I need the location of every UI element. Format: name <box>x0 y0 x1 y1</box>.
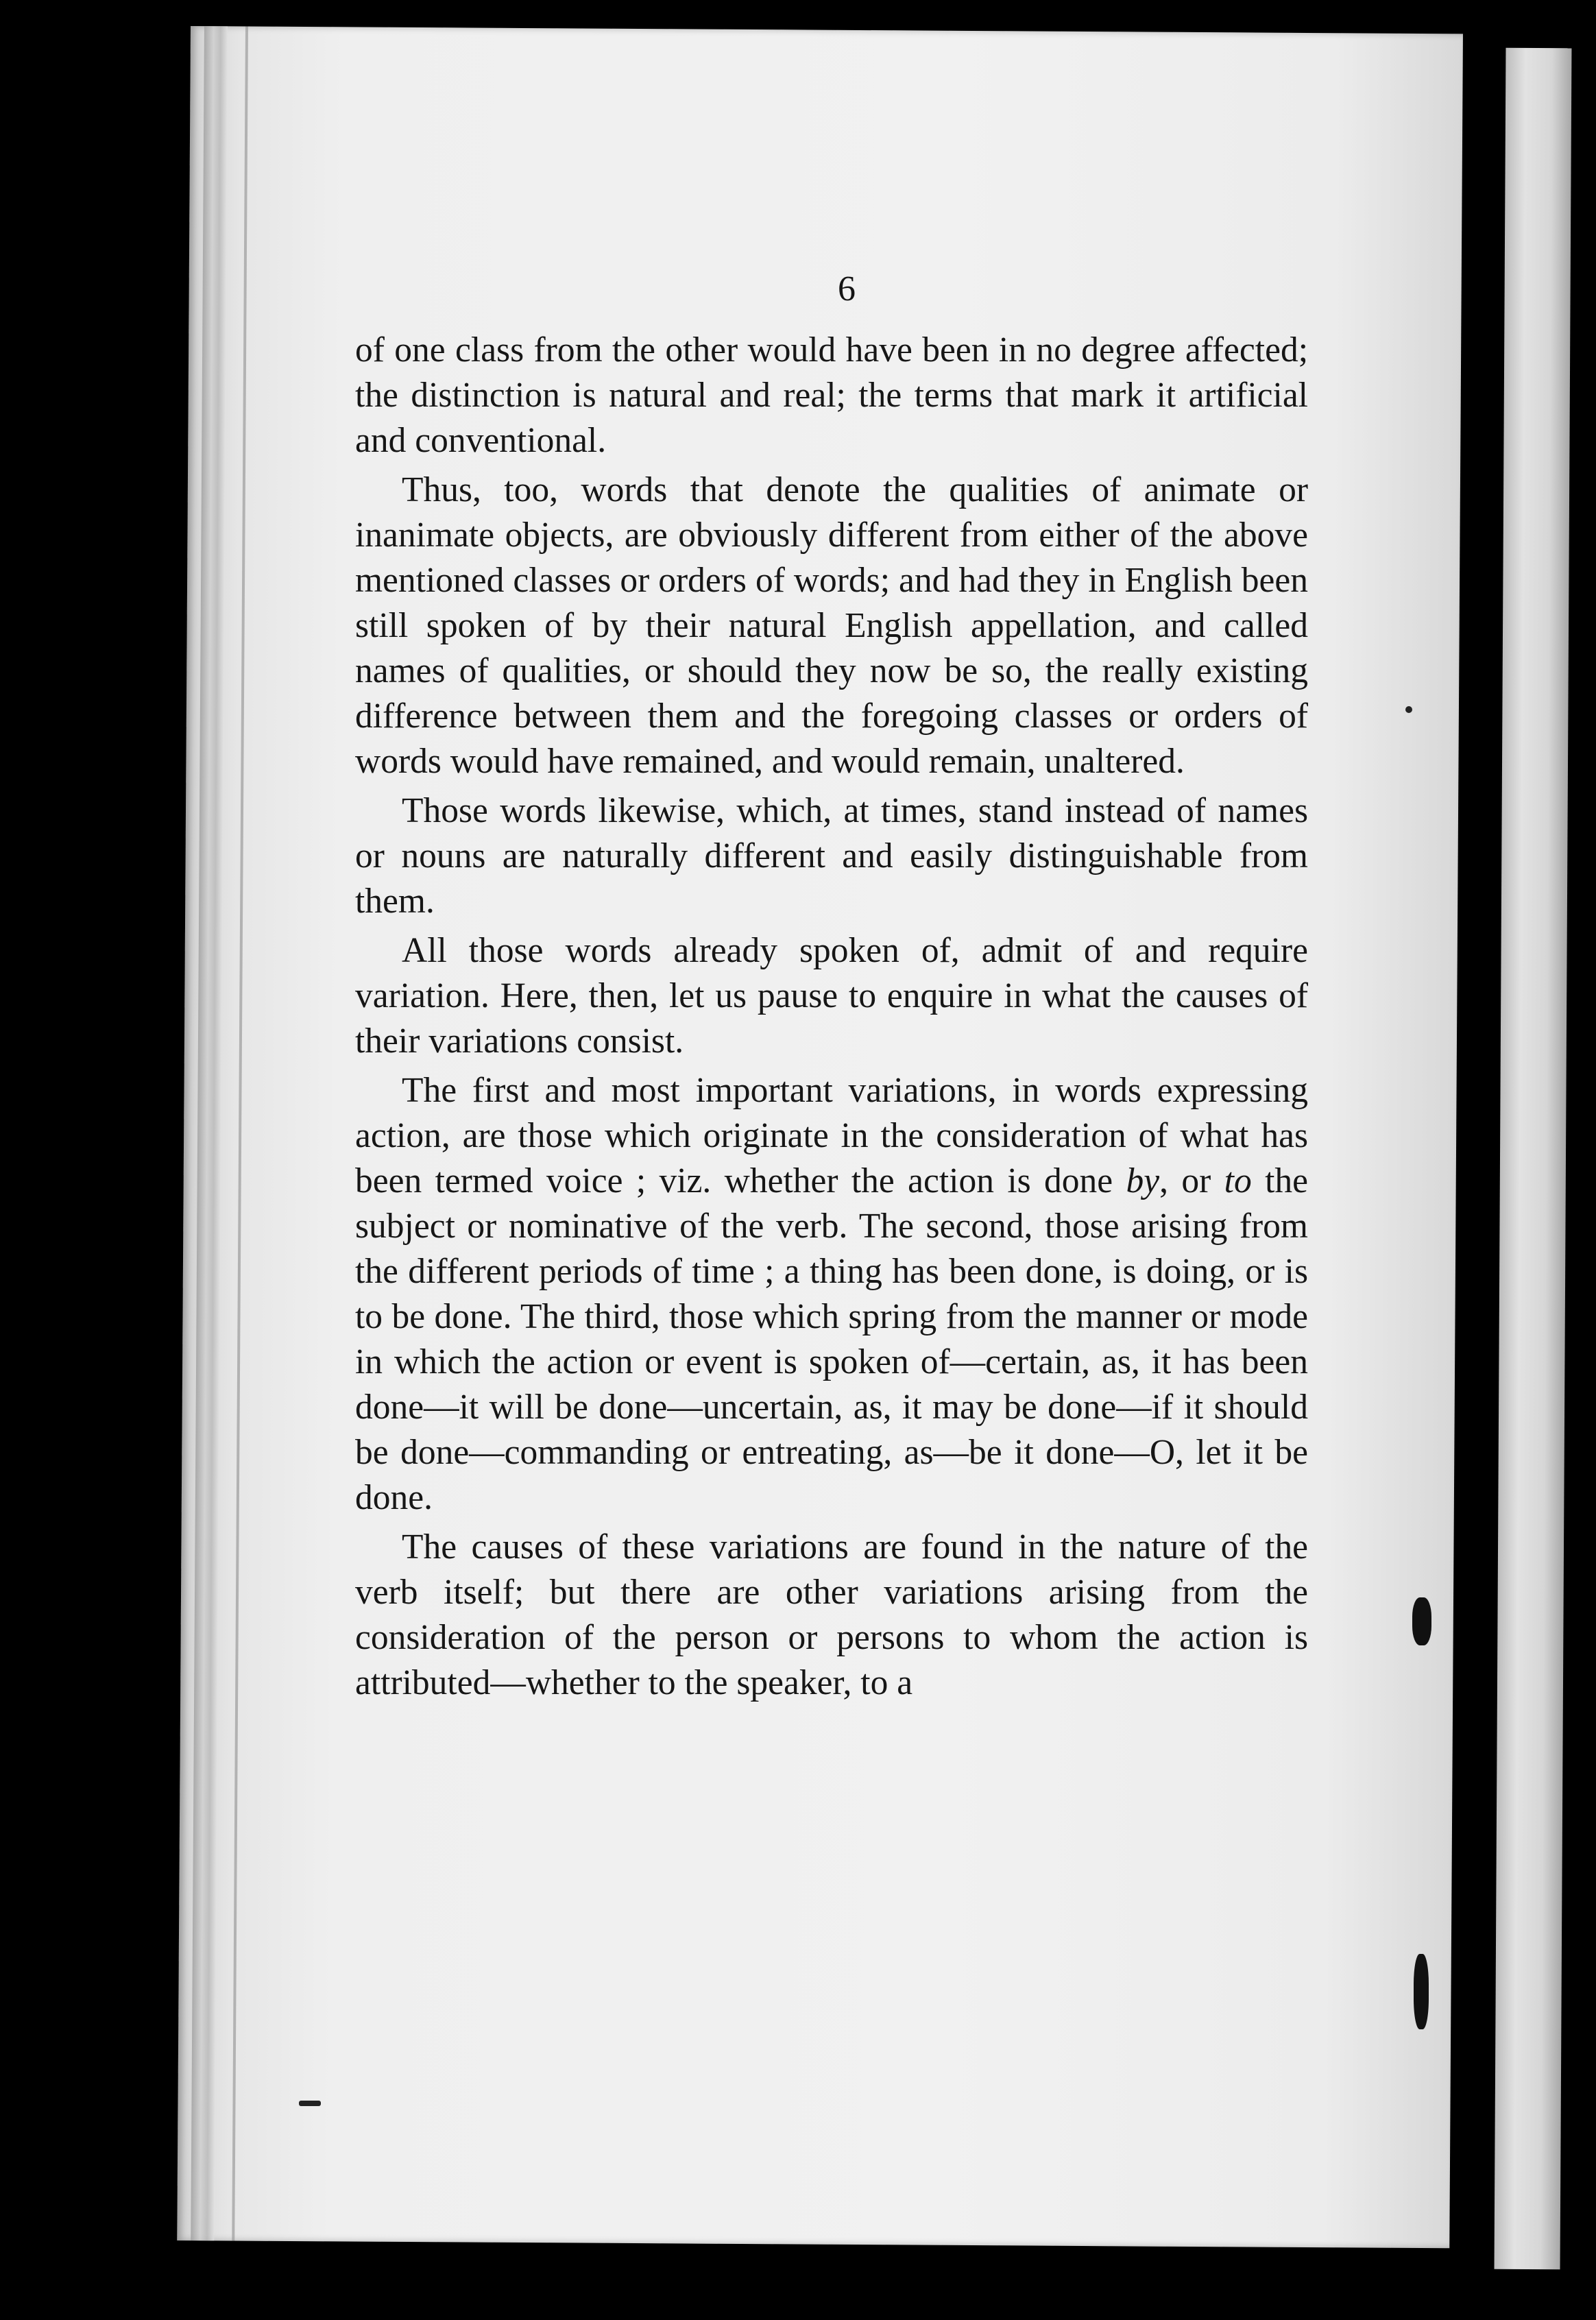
paragraph: All those words already spoken of, admit of and require variation. Here, then, let us pause to enquire in what the causes of their variations consist. <box>355 931 1308 1061</box>
paragraph-text: The first and most important variations, in words expressing action, are those which originate in the consideration of what has been termed voice ; viz. whether the action is done <box>355 1071 1308 1200</box>
italic-word: to <box>1224 1161 1252 1200</box>
adjacent-page-edge <box>1495 48 1572 2269</box>
paragraph: Those words likewise, which, at times, stand instead of names or nouns are naturally different and easily distinguishable from them. <box>355 791 1308 921</box>
body-text <box>355 328 1308 1710</box>
paragraph-text: the subject or nominative of the verb. The second, those arising from the different periods of time ; a thing has been done, is doing, or is to be done. The third, those which spring from the manner or mode in which the action or event is spoken of—certain, as, it has been done—it will be done—uncertain, as, it may be done—if it should be done—commanding or entreating, as—be it done—O, let it be done. <box>355 1161 1308 1517</box>
edge-blemish <box>1414 1954 1429 2029</box>
edge-blemish <box>1412 1597 1431 1645</box>
paragraph-text: , or <box>1159 1161 1224 1200</box>
page-gutter-line <box>232 26 248 2240</box>
paragraph: The causes of these variations are found in the nature of the verb itself; but there are other variations arising from the consideration of the person or persons to whom the action is attributed—whether to the speaker, to a <box>355 1527 1308 1702</box>
page-gutter <box>191 26 228 2240</box>
ink-mark <box>299 2101 321 2106</box>
paragraph: of one class from the other would have been in no degree affected; the distinction is natural and real; the terms that mark it artificial and conventional. <box>355 330 1308 460</box>
paragraph <box>355 1068 1308 1521</box>
italic-word: by <box>1126 1161 1160 1200</box>
paragraph: Thus, too, words that denote the qualities of animate or inanimate objects, are obviously different from either of the above mentioned classes or orders of words; and had they in English been still spoken of by their natural English appellation, and called names of qualities, or should they now be so, the really existing difference between them and the foregoing classes or orders of words would have remained, and would remain, unaltered. <box>355 470 1308 781</box>
page-number: 6 <box>838 269 856 309</box>
ink-mark <box>1405 706 1412 713</box>
